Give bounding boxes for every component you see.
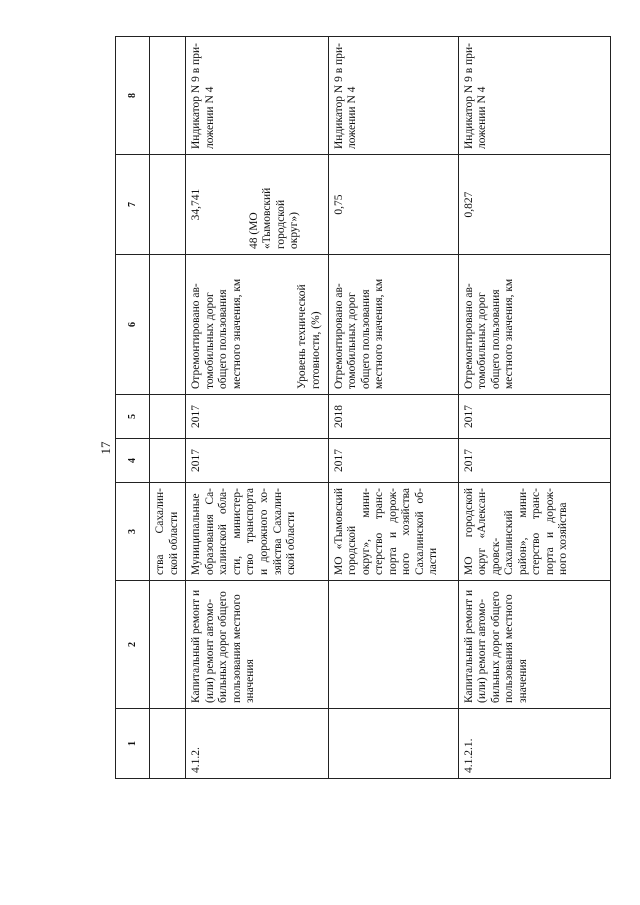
indicator-text: Отремонтировано ав-томобильных дорог общего пользования местного значения, км bbox=[458, 255, 610, 395]
indicator-cell bbox=[186, 255, 328, 395]
row-number: 4.1.2. bbox=[186, 709, 328, 779]
indicator-link: Индикатор N 9 в при-ложении N 4 bbox=[458, 37, 610, 155]
start-year: 2017 bbox=[328, 439, 458, 483]
end-year: 2018 bbox=[328, 395, 458, 439]
indicator-text: Отремонтировано ав-томобильных дорог общего пользования местного значения, км bbox=[190, 278, 243, 389]
spacer bbox=[244, 260, 296, 389]
indicator-text: Отремонтировано ав-томобильных дорог общего пользования местного значения, км bbox=[328, 255, 458, 395]
value-cell bbox=[186, 155, 328, 255]
table-container bbox=[115, 37, 605, 779]
header-col-8: 8 bbox=[116, 37, 150, 155]
start-year: 2017 bbox=[186, 439, 328, 483]
cell-empty bbox=[150, 439, 186, 483]
indicator-value: 0,75 bbox=[328, 155, 458, 255]
row-number bbox=[328, 709, 458, 779]
table-row bbox=[186, 37, 328, 779]
executor-cell: МО городской округ «Алексан-дровск-Сахалинский район», мини-стерство транс-порта и дорож-ного хозяйства bbox=[458, 483, 610, 581]
header-col-5: 5 bbox=[116, 395, 150, 439]
indicator-value: 34,741 bbox=[190, 188, 203, 221]
cell-empty bbox=[150, 395, 186, 439]
cell-empty bbox=[150, 155, 186, 255]
continuation-row bbox=[150, 37, 186, 779]
executor-cell: Муниципальные образования Са-халинской обла-сти, министер-ство транспорта и дорожного хо-зяйства Сахалин-ской области bbox=[186, 483, 328, 581]
cell-empty bbox=[150, 709, 186, 779]
header-col-2: 2 bbox=[116, 581, 150, 709]
indicator-link: Индикатор N 9 в при-ложении N 4 bbox=[328, 37, 458, 155]
table-row bbox=[328, 37, 458, 779]
cell-empty bbox=[150, 581, 186, 709]
table-row bbox=[458, 37, 610, 779]
header-col-4: 4 bbox=[116, 439, 150, 483]
row-number: 4.1.2.1. bbox=[458, 709, 610, 779]
activity-name: Капитальный ремонт и (или) ремонт автомо-бильных дорог общего пользования местного значения bbox=[186, 581, 328, 709]
cell-empty bbox=[150, 255, 186, 395]
header-row bbox=[116, 37, 150, 779]
executor-cell: МО «Тымовский городской округ», мини-стерство транс-порта и дорож-ного хозяйства Сахалинской об-ласти bbox=[328, 483, 458, 581]
continuation-executor-text: ства Сахалин-ской области bbox=[150, 483, 186, 581]
header-col-6: 6 bbox=[116, 255, 150, 395]
cell-empty bbox=[150, 37, 186, 155]
page-number: 17 bbox=[98, 441, 113, 455]
header-col-7: 7 bbox=[116, 155, 150, 255]
activity-name bbox=[328, 581, 458, 709]
spacer bbox=[204, 160, 248, 249]
indicator-value: 0,827 bbox=[458, 155, 610, 255]
indicator-value: 48 (МО «Тымовский городской округ») bbox=[247, 187, 301, 249]
program-activities-table bbox=[115, 36, 611, 779]
indicator-text: Уровень технической готовности, (%) bbox=[296, 284, 322, 389]
header-col-3: 3 bbox=[116, 483, 150, 581]
start-year: 2017 bbox=[458, 439, 610, 483]
table-rotated-wrapper bbox=[115, 37, 605, 779]
end-year: 2017 bbox=[458, 395, 610, 439]
end-year: 2017 bbox=[186, 395, 328, 439]
header-col-1: 1 bbox=[116, 709, 150, 779]
indicator-link: Индикатор N 9 в при-ложении N 4 bbox=[186, 37, 328, 155]
activity-name: Капитальный ремонт и (или) ремонт автомо-бильных дорог общего пользования местного значения bbox=[458, 581, 610, 709]
